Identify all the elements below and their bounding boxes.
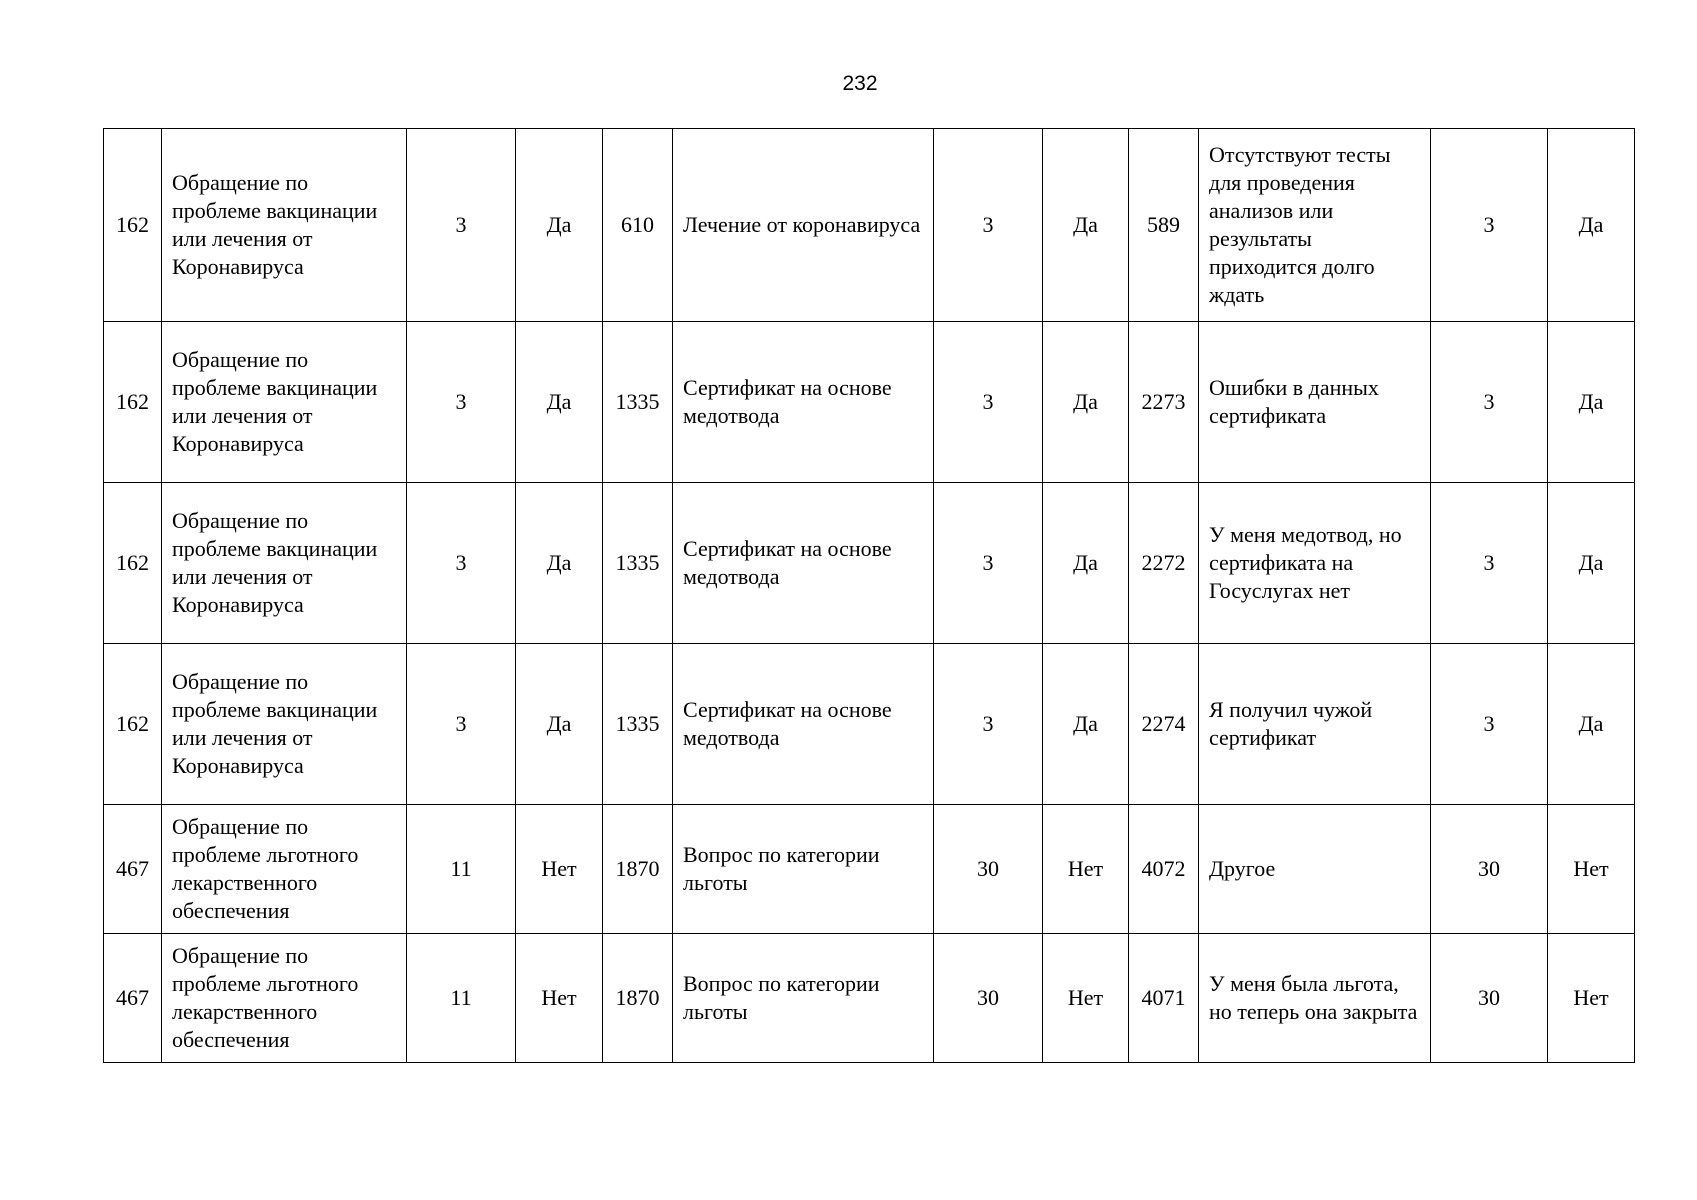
subgroup-flag-cell: Да	[1043, 483, 1129, 644]
table-row	[104, 805, 1635, 934]
table-row	[104, 483, 1635, 644]
subgroup-name-cell: Сертификат на основе медотвода	[673, 322, 934, 483]
subgroup-term-cell: 30	[934, 805, 1043, 934]
topic-name-cell: У меня медотвод, но сертификата на Госуслугах нет	[1199, 483, 1431, 644]
subgroup-name-cell: Вопрос по категории льготы	[673, 805, 934, 934]
subgroup-term-cell: 3	[934, 483, 1043, 644]
group-term-cell: 3	[407, 322, 516, 483]
subgroup-code-cell: 1870	[603, 805, 673, 934]
group-code-cell: 162	[104, 483, 162, 644]
group-code-cell: 162	[104, 322, 162, 483]
topic-name-cell: У меня была льгота, но теперь она закрыта	[1199, 934, 1431, 1063]
subgroup-name-cell: Сертификат на основе медотвода	[673, 483, 934, 644]
topic-flag-cell: Да	[1548, 129, 1635, 322]
subgroup-name-cell: Лечение от коронавируса	[673, 129, 934, 322]
group-term-cell: 11	[407, 805, 516, 934]
subgroup-name-cell: Вопрос по категории льготы	[673, 934, 934, 1063]
table-row	[104, 934, 1635, 1063]
subgroup-code-cell: 1335	[603, 483, 673, 644]
subgroup-flag-cell: Нет	[1043, 805, 1129, 934]
subgroup-code-cell: 1335	[603, 322, 673, 483]
group-term-cell: 3	[407, 644, 516, 805]
group-name-cell: Обращение по проблеме льготного лекарственного обеспечения	[162, 805, 407, 934]
topic-term-cell: 3	[1431, 483, 1548, 644]
topic-code-cell: 2274	[1129, 644, 1199, 805]
group-code-cell: 162	[104, 644, 162, 805]
topic-name-cell: Другое	[1199, 805, 1431, 934]
topic-term-cell: 30	[1431, 934, 1548, 1063]
group-flag-cell: Да	[516, 322, 603, 483]
group-flag-cell: Нет	[516, 934, 603, 1063]
subgroup-flag-cell: Да	[1043, 129, 1129, 322]
group-flag-cell: Да	[516, 483, 603, 644]
subgroup-code-cell: 610	[603, 129, 673, 322]
subgroup-code-cell: 1870	[603, 934, 673, 1063]
group-code-cell: 162	[104, 129, 162, 322]
topic-code-cell: 4072	[1129, 805, 1199, 934]
subgroup-name-cell: Сертификат на основе медотвода	[673, 644, 934, 805]
page-number: 232	[842, 72, 878, 95]
topic-code-cell: 2272	[1129, 483, 1199, 644]
topic-name-cell: Ошибки в данных сертификата	[1199, 322, 1431, 483]
topic-term-cell: 3	[1431, 129, 1548, 322]
group-code-cell: 467	[104, 805, 162, 934]
group-code-cell: 467	[104, 934, 162, 1063]
data-table	[103, 128, 1635, 1063]
table-body	[104, 129, 1635, 1063]
group-name-cell: Обращение по проблеме вакцинации или лечения от Коронавируса	[162, 322, 407, 483]
subgroup-term-cell: 3	[934, 322, 1043, 483]
group-flag-cell: Нет	[516, 805, 603, 934]
group-name-cell: Обращение по проблеме вакцинации или лечения от Коронавируса	[162, 129, 407, 322]
subgroup-flag-cell: Нет	[1043, 934, 1129, 1063]
topic-flag-cell: Нет	[1548, 805, 1635, 934]
subgroup-term-cell: 30	[934, 934, 1043, 1063]
subgroup-term-cell: 3	[934, 644, 1043, 805]
topic-term-cell: 3	[1431, 322, 1548, 483]
table-row	[104, 322, 1635, 483]
topic-flag-cell: Да	[1548, 322, 1635, 483]
group-term-cell: 3	[407, 483, 516, 644]
group-name-cell: Обращение по проблеме льготного лекарственного обеспечения	[162, 934, 407, 1063]
group-term-cell: 11	[407, 934, 516, 1063]
topic-term-cell: 3	[1431, 644, 1548, 805]
subgroup-code-cell: 1335	[603, 644, 673, 805]
topic-flag-cell: Нет	[1548, 934, 1635, 1063]
group-term-cell: 3	[407, 129, 516, 322]
group-flag-cell: Да	[516, 129, 603, 322]
subgroup-term-cell: 3	[934, 129, 1043, 322]
subgroup-flag-cell: Да	[1043, 644, 1129, 805]
topic-term-cell: 30	[1431, 805, 1548, 934]
group-flag-cell: Да	[516, 644, 603, 805]
topic-name-cell: Отсутствуют тесты для проведения анализов или результаты приходится долго ждать	[1199, 129, 1431, 322]
topic-code-cell: 4071	[1129, 934, 1199, 1063]
topic-flag-cell: Да	[1548, 483, 1635, 644]
topic-code-cell: 589	[1129, 129, 1199, 322]
subgroup-flag-cell: Да	[1043, 322, 1129, 483]
topic-name-cell: Я получил чужой сертификат	[1199, 644, 1431, 805]
topic-flag-cell: Да	[1548, 644, 1635, 805]
table-row	[104, 644, 1635, 805]
topic-code-cell: 2273	[1129, 322, 1199, 483]
table-row	[104, 129, 1635, 322]
group-name-cell: Обращение по проблеме вакцинации или лечения от Коронавируса	[162, 483, 407, 644]
group-name-cell: Обращение по проблеме вакцинации или лечения от Коронавируса	[162, 644, 407, 805]
